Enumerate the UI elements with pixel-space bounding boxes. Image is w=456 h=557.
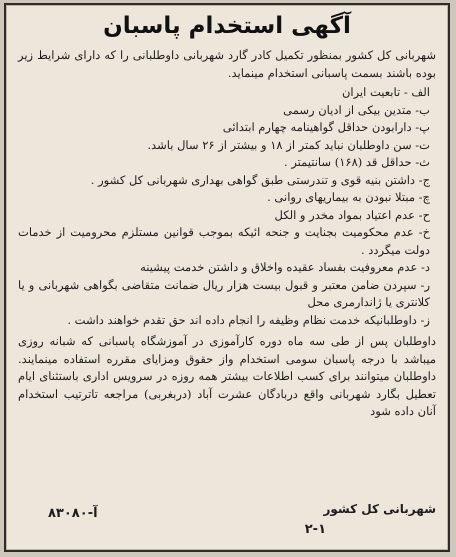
condition-item: ث- حداقل قد (۱۶۸) سانتیمتر . [284, 155, 430, 169]
condition-item: ر- سپردن ضامن معتبر و قبول بیست هزار ریال ضمانت متقاضی بگواهی شهربانی و یا کلانتری یا ژاندارمری محل [18, 277, 430, 309]
closing-paragraph: داوطلبان پس از طی سه ماه دوره کارآموزی در آموزشگاه پاسبانی که شبانه روزی میباشد با درجه پاسبان سومی استخدام واز حقوق ومزایای مقرره استفاده مینمایند. داوطلبان میتوانند برای کسب اطلاعات بیشتر همه روزه در سرویس اداری باستثنای ایام تعطیل بگارد شهربانی واقع دربادگان عشرت آباد (دربغربی) مراجعه تاترتیب استخدام آنان داده شود [18, 334, 436, 418]
condition-item: ت- سن داوطلبان نباید کمتر از ۱۸ و بیشتر از ۲۶ سال باشد. [147, 137, 430, 152]
ad-code: آ-۸۳۰۸۰ [48, 506, 98, 521]
condition-item: ح- عدم اعتیاد بمواد مخدر و الکل [274, 207, 430, 222]
signature: شهربانی کل کشور [323, 502, 436, 516]
newspaper-clipping [4, 3, 450, 552]
condition-item: ج- داشتن بنیه قوی و تندرستی طبق گواهی بهداری شهربانی کل کشور . [90, 172, 430, 187]
signature-row [18, 502, 436, 542]
condition-item: چ- مبتلا نبودن به بیماریهای روانی . [267, 190, 430, 204]
condition-item: د- عدم معروفیت بفساد عقیده واخلاق و داشتن خدمت پیشینه [140, 260, 430, 274]
condition-item: ب- متدین بیکی از ادیان رسمی [283, 102, 430, 117]
conditions-list [18, 84, 436, 329]
notice-number: ۲-۱ [304, 522, 326, 537]
condition-item: پ- دارابودن حداقل گواهینامه چهارم ابتدائی [222, 120, 430, 134]
condition-item: ز- داوطلبانیکه خدمت نظام وظیفه را انجام داده اند حق تقدم خواهند داشت . [67, 312, 430, 327]
notice-title: آگهی استخدام پاسبان [103, 13, 351, 39]
condition-item: خ- عدم محکومیت بجنایت و جنحه ائیکه بموجب قوانین مستلزم محرومیت از خدمات دولت میگردد . [18, 225, 430, 257]
intro-paragraph: شهربانی کل کشور بمنظور تکمیل کادر گارد شهربانی داوطلبانی را که دارای شرایط زیر بوده باشند بسمت پاسبانی استخدام مینماید. [18, 48, 436, 80]
condition-item: الف - تابعیت ایران [341, 85, 430, 99]
